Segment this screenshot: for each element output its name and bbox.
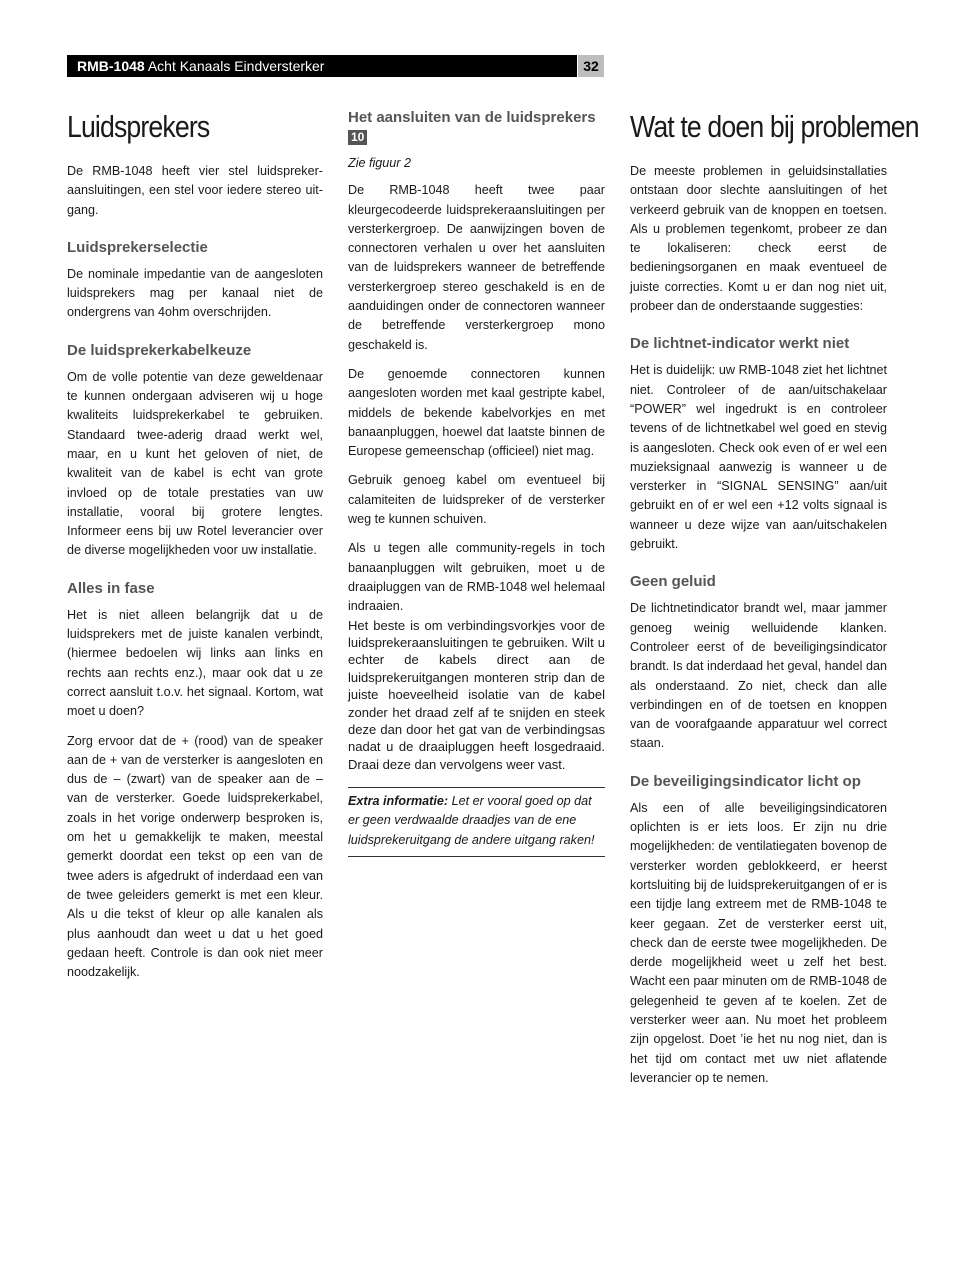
paragraph-fase-2: Zorg ervoor dat de + (rood) van de speaker aan de + van de versterker is aangesloten en dus de – (zwart) van de speaker aan de – van de versterker. Goede luidsprekerkabel, zoals in het vorige onderwerp besproken is, om het u gemakkelijk te maken, meestal gemerkt doordat een tekst op een van de twee aders is afgedrukt of inderdaad een van de twee geleiders gemerkt is met een kleur. Als u die tekst of kleur op alle kanalen als plus aanhoudt dan weet u dat u het goed gedaan heeft. Controle is dan ook niet meer noodzakelijk. [67,733,323,980]
paragraph-problemen-intro: De meeste problemen in geluidsinstallaties ontstaan door slechte aansluitingen of het verkeerd gebruik van de knoppen en toetsen. Als u problemen tegenkomt, probeer ze dan te lokaliseren: check eerst de bedieningsorganen en maak eventueel de juiste correcties. Komt u er dan nog niet uit, probeer dan de onderstaande suggesties: [630,164,887,314]
page-number: 32 [578,55,604,77]
header-title: Acht Kanaals Eindversterker [144,58,325,74]
note-text [348,792,605,850]
heading-alles-in-fase: Alles in fase [67,579,155,597]
heading-aansluiten [348,108,605,146]
paragraph-connectors: De RMB-1048 heeft twee paar kleurgecodeerde luidsprekeraansluitingen per versterkergroep. De aanwijzingen boven de connectoren verhalen u over het aansluiten van de luidsprekers wanneer de betreffende versterkergroep stereo geschakeld is en de aanduidingen onder de connectoren wanneer de betreffende versterkergroep mono geschakeld is. [348,183,605,352]
paragraph-spade-connectors: Het beste is om verbindingsvorkjes voor de luidsprekeraansluitingen te gebruiken. Wilt u echter de kabels direct aan de luidsprekeruitgangen monteren strip dan de juiste hoeveelheid isolatie van de kabel zonder het draad zelf af te snijden en steek deze dan door het gat van de verbindingsas nadat u de draaipluggen heeft losgedraaid. Draai deze dan vervolgens weer vast. [348,617,605,772]
heading-beveiligingsindicator: De beveiligingsindicator licht op [630,772,861,790]
paragraph-impedance: De nominale impedantie van de aangesloten luidsprekers mag per kanaal niet de ondergrens van 4ohm overschrijden. [67,266,323,320]
header-model: RMB-1048 [77,58,145,74]
paragraph-connector-types: De genoemde connectoren kunnen aangesloten worden met kaal gestripte kabel, middels de bekende kabelvorkjes en met banaanpluggen, hoewel dat laatste binnen de Europese gemeenschap (officieel) niet mag. [348,366,605,459]
column-left [67,100,323,992]
running-header [67,55,577,77]
paragraph-geen-geluid: De lichtnetindicator brandt wel, maar jammer genoeg weinig welluidende klanken. Controleer eerst of de beveiligingsindicator brandt. Is dat inderdaad het geval, handel dan als onderstaand. Zo niet, check dan alle verbindingen en of de toetsen en knoppen van de voorafgaande apparatuur wel correct staan. [630,601,887,751]
heading-kabelkeuze: De luidsprekerkabelkeuze [67,341,252,359]
note-body: Let er vooral goed op dat er geen verdwaalde draadjes van de ene luidsprekeruitgang de andere uitgang raken! [348,794,595,847]
extra-info-note [348,787,605,857]
column-middle [348,100,605,857]
heading-lichtnet-indicator: De lichtnet-indicator werkt niet [630,335,850,353]
figure-caption: Zie figuur 2 [348,156,411,170]
paragraph-banana-plugs: Als u tegen alle community-regels in toch banaanpluggen wilt gebruiken, moet u de draaipluggen van de RMB-1048 wel helemaal indraaien. [348,541,605,614]
section-title-luidsprekers: Luidsprekers [67,109,210,144]
paragraph-lichtnet: Het is duidelijk: uw RMB-1048 ziet het lichtnet niet. Controleer of de aan/uitschakelaar “POWER” wel ingedrukt is en controleer tevens of de lichtnetkabel wel goed en stevig is aangesloten. Check ook even of er wel een muzieksignaal aanwezig is wanneer u de versterker in “SIGNAL SENSING” aan/uit gebruikt en of er wel een +12 volts signaal is wanneer u deze wijze van aan/uitschakelen gebruikt. [630,363,887,552]
section-title-problemen: Wat te doen bij problemen [630,109,919,144]
heading-geen-geluid: Geen geluid [630,573,716,591]
column-right [630,100,919,1098]
note-lead: Extra informatie: [348,794,449,809]
paragraph-fase-1: Het is niet alleen belangrijk dat u de luidsprekers met de juiste kanalen verbindt, (hiermee bedoelen wij links aan links en rechts aan rechts enz.), maar ook dat u ze correct aansluit t.o.v. het signaal. Kortom, wat moet u doen? [67,607,323,719]
paragraph-beveiliging: Als een of alle beveiligingsindicatoren oplichten is er iets loos. Er zijn nu drie mogelijkheden: de ventilatiegaten bovenop de versterker worden geblokkeerd, er heerst kortsluiting bij de luidsprekeruitgangen of er is een tijdje lang extreem met de RMB-1048 te keer gegaan. Zet de versterker eerst uit, check dan de eerste twee mogelijkheden. De derde mogelijkheid weet u zelf het best. Wacht een paar minuten om de RMB-1048 de gelegenheid te geven af te koelen. Zet de versterker weer aan. Nu moet het probleem zijn opgelost. Doet ’ie het nu nog niet, dan is het tijd om contact met uw niet aflatende leverancier op te nemen. [630,800,887,1085]
heading-aansluiten-text: Het aansluiten van de luidsprekers [348,109,596,126]
intro-paragraph: De RMB-1048 heeft vier stel luidspreker-aansluitingen, een stel voor iedere stereo uit-gang. [67,164,323,217]
figure-reference-badge: 10 [348,130,367,145]
paragraph-cable-length: Gebruik genoeg kabel om eventueel bij calamiteiten de luidspreker of de versterker weg te kunnen schuiven. [348,473,605,527]
paragraph-kabelkeuze: Om de volle potentie van deze geweldenaar te kunnen ondergaan adviseren wij u hoge kwaliteits luidsprekerkabel te gebruiken. Standaard twee-aderig draad werkt wel, maar, en u kunt het geloven of niet, de kwaliteit van de kabel is echt van grote invloed op de totale prestaties van uw installatie, vooral bij grotere lengtes. Informeer eens bij uw Rotel leverancier over de diverse mogelijkheden voor uw installatie. [67,369,323,558]
heading-luidsprekerselectie: Luidsprekerselectie [67,238,208,256]
